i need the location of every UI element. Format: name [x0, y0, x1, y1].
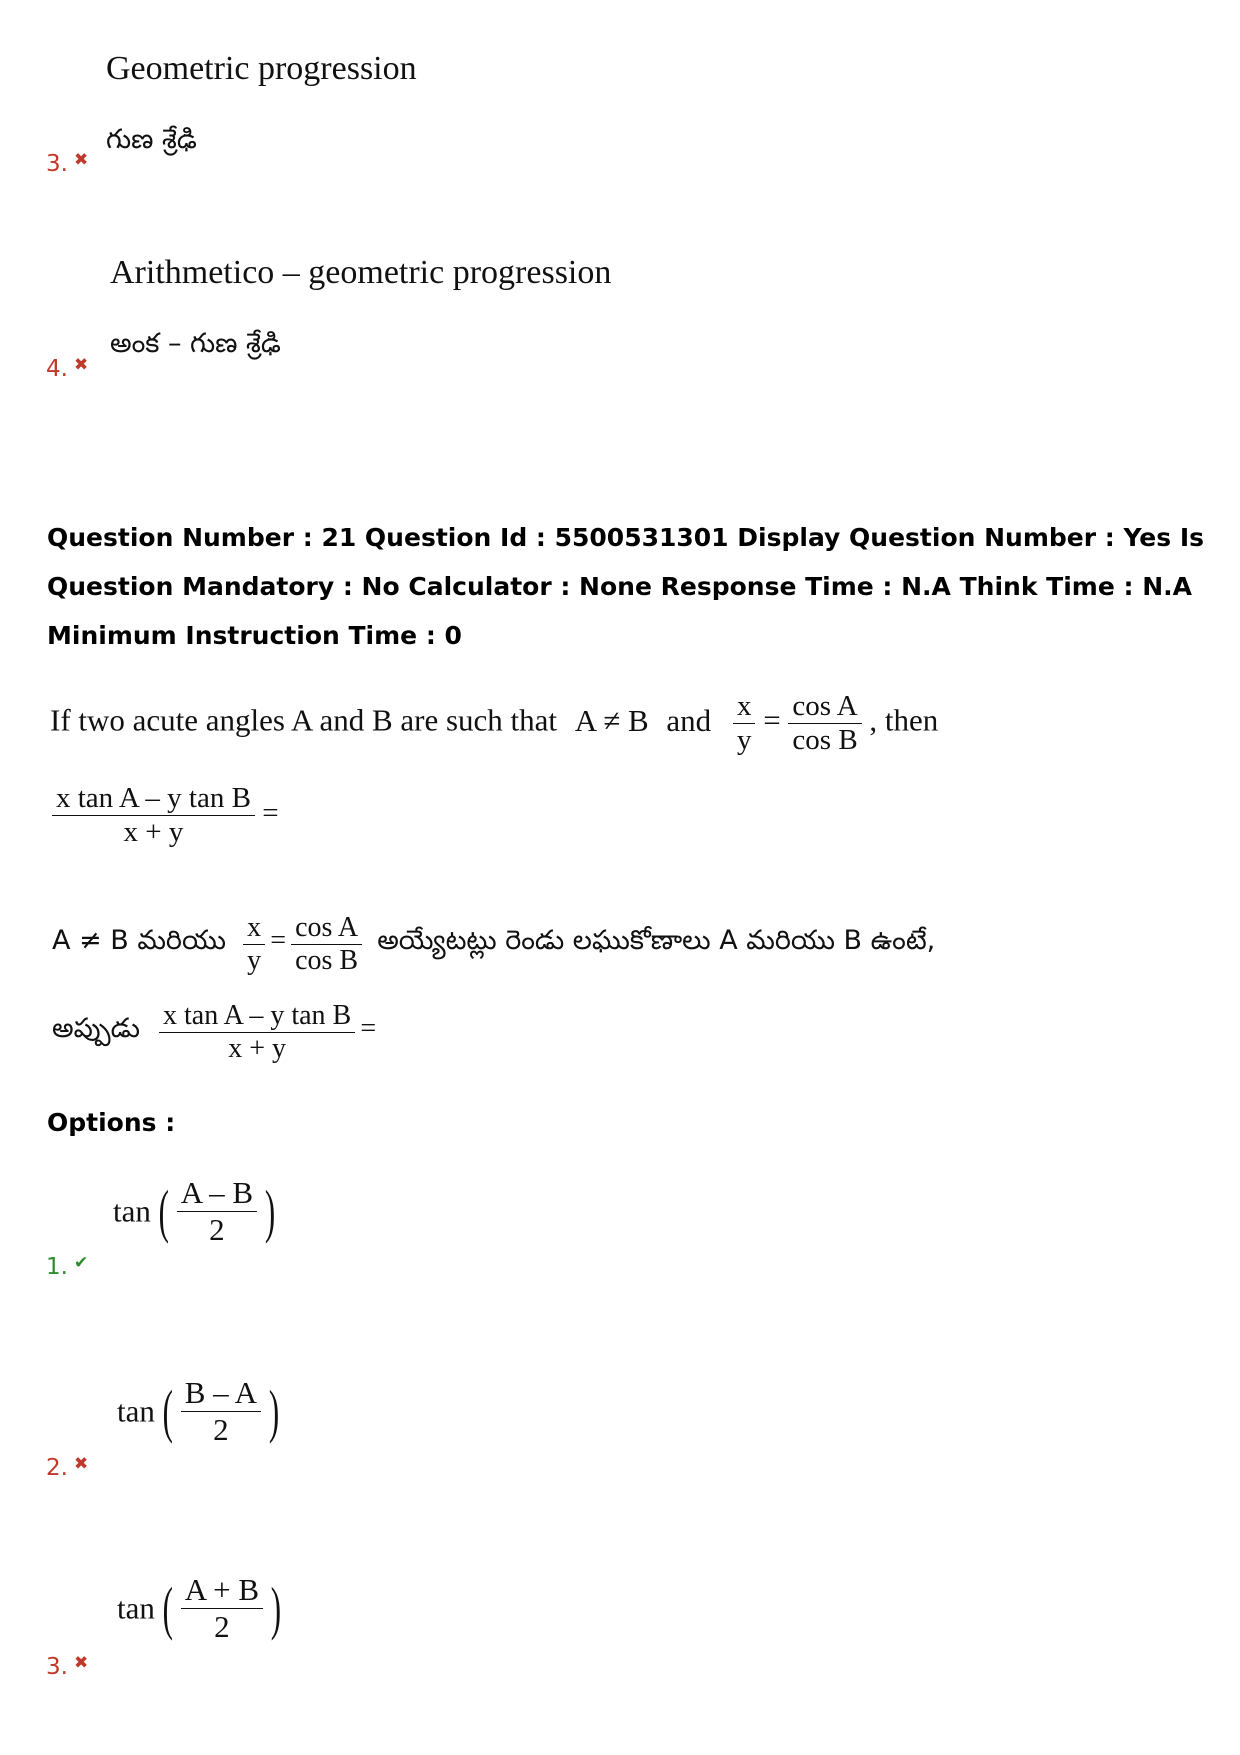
tan-function: tan	[117, 1393, 155, 1429]
ratio-cosB: cos B	[295, 945, 359, 976]
option-number: 3.	[46, 1654, 68, 1680]
equals-sign: =	[360, 1013, 377, 1044]
left-paren-icon: (	[158, 1177, 169, 1244]
right-paren-icon: )	[268, 1377, 280, 1444]
ratio-cosB: cos B	[792, 724, 858, 756]
option-number: 1.	[46, 1254, 68, 1280]
ratio-y: y	[247, 945, 262, 976]
telugu-expression-fraction	[159, 1000, 355, 1065]
prev-option-4	[46, 355, 88, 382]
condition: A ≠ B	[574, 702, 649, 738]
option-3-fraction	[181, 1572, 263, 1645]
fraction-denominator: 2	[213, 1412, 229, 1447]
left-paren-icon: (	[162, 1574, 173, 1641]
option-3	[46, 1653, 88, 1680]
prev-option-3-telugu: గుణ శ్రేఢి	[106, 124, 197, 155]
tan-function: tan	[117, 1590, 155, 1626]
question-intro: If two acute angles A and B are such that	[50, 702, 558, 738]
then-word: , then	[869, 702, 939, 738]
equals-sign: =	[270, 925, 286, 956]
option-2-fraction	[181, 1375, 261, 1448]
prev-option-4-telugu: అంక – గుణ శ్రేఢి	[110, 328, 281, 359]
option-number: 2.	[46, 1455, 68, 1481]
ratio-x: x	[733, 690, 756, 724]
option-3-formula	[117, 1572, 281, 1645]
option-2-formula	[117, 1375, 279, 1448]
fraction-denominator: 2	[214, 1609, 230, 1644]
tan-function: tan	[113, 1193, 151, 1229]
expression-fraction	[52, 782, 255, 849]
fraction-numerator: B – A	[181, 1375, 261, 1412]
expression-denominator: x + y	[123, 816, 184, 848]
expression-denominator: x + y	[228, 1033, 287, 1064]
fraction-numerator: A – B	[177, 1175, 257, 1212]
right-paren-icon: )	[264, 1177, 276, 1244]
question-telugu-line1	[52, 912, 935, 977]
fraction-denominator: 2	[209, 1212, 225, 1247]
option-number: 3.	[46, 151, 68, 177]
wrong-mark-icon: ✖	[73, 1653, 89, 1673]
option-number: 4.	[46, 356, 68, 382]
prev-option-3	[46, 150, 88, 177]
fraction-numerator: A + B	[181, 1572, 263, 1609]
telugu-ratio-cos	[291, 912, 362, 977]
option-1-formula	[113, 1175, 275, 1248]
question-telugu-line2	[52, 1000, 376, 1065]
telugu-ratio-xy	[243, 912, 265, 977]
telugu-rest: అయ్యేటట్లు రెండు లఘుకోణాలు A మరియు B ఉంటే,	[377, 925, 936, 956]
equals-sign: =	[262, 797, 279, 830]
question-english-line1	[50, 690, 938, 757]
ratio-cosA: cos A	[788, 690, 861, 724]
expression-numerator: x tan A – y tan B	[159, 1000, 355, 1033]
option-2	[46, 1454, 88, 1481]
correct-check-icon: ✔	[73, 1253, 89, 1273]
option-1-fraction	[177, 1175, 257, 1248]
ratio-xy	[733, 690, 756, 757]
question-meta: Question Number : 21 Question Id : 5500531301 Display Question Number : Yes Is Question Mandatory : No Calculator : None Response Time : N.A Think Time : N.A Minimum Instruction Time : 0	[47, 523, 1205, 650]
expression-numerator: x tan A – y tan B	[52, 782, 255, 816]
question-english-expression	[52, 782, 279, 849]
wrong-mark-icon: ✖	[73, 355, 89, 375]
options-label: Options :	[47, 1108, 176, 1137]
ratio-y: y	[736, 724, 752, 756]
and-word: and	[666, 702, 712, 738]
left-paren-icon: (	[162, 1377, 173, 1444]
prev-option-4-english: Arithmetico – geometric progression	[110, 254, 612, 291]
ratio-cosA: cos A	[291, 912, 362, 945]
ratio-cos	[788, 690, 861, 757]
right-paren-icon: )	[270, 1574, 282, 1641]
telugu-then: అప్పుడు	[52, 1013, 140, 1044]
option-1	[46, 1253, 88, 1280]
ratio-x: x	[243, 912, 265, 945]
prev-option-3-english: Geometric progression	[106, 50, 417, 87]
wrong-mark-icon: ✖	[73, 1454, 89, 1474]
equals-sign: =	[763, 702, 781, 738]
wrong-mark-icon: ✖	[73, 150, 89, 170]
telugu-condition: A ≠ B మరియు	[52, 925, 227, 956]
